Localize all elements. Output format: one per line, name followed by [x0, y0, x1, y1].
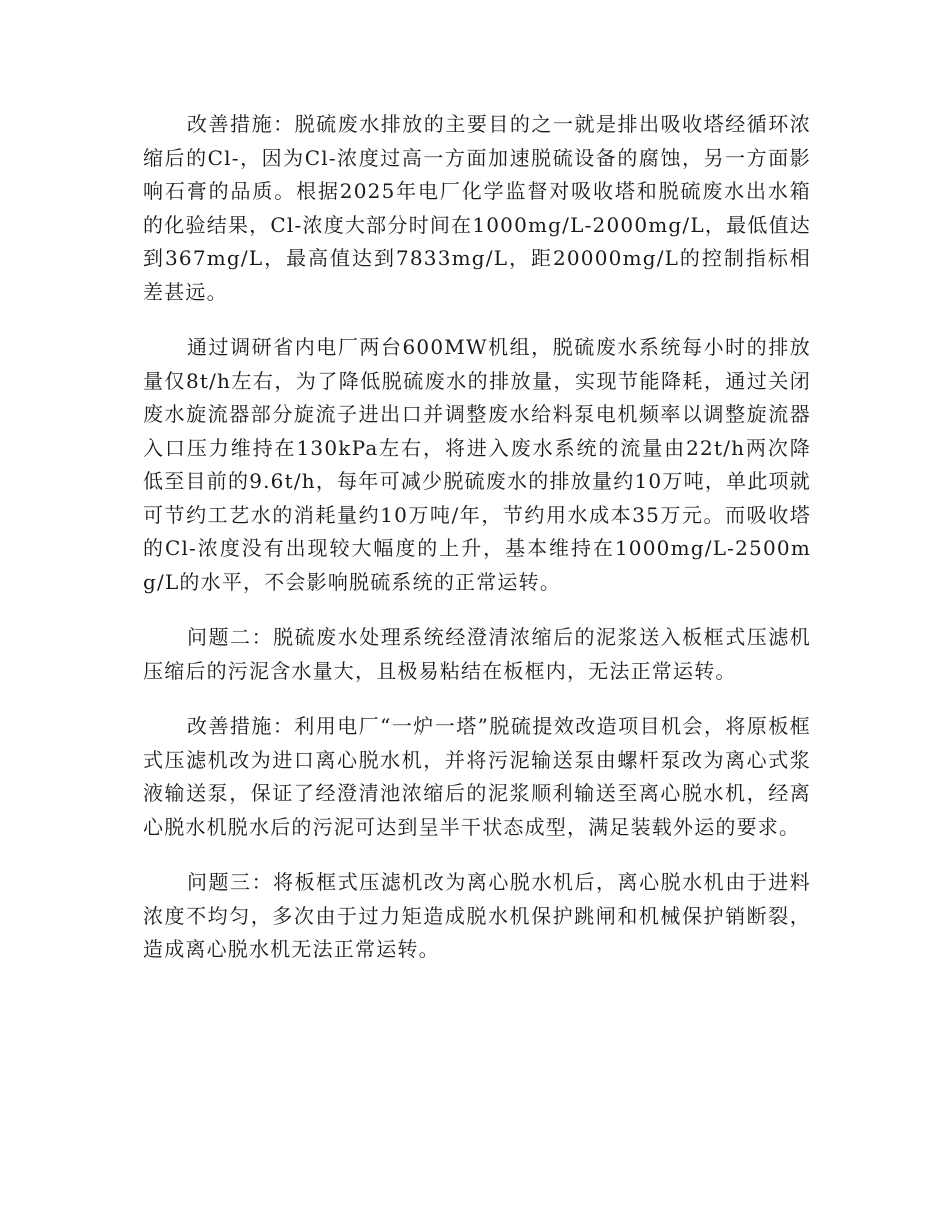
paragraph-improvement-1: 改善措施：脱硫废水排放的主要目的之一就是排出吸收塔经循环浓缩后的Cl-，因为Cl-浓度过高一方面加速脱硫设备的腐蚀，另一方面影响石膏的品质。根据2025年电厂化学监督对吸收塔和脱硫废水出水箱的化验结果，Cl-浓度大部分时间在1000mg/L-2000mg/L，最低值达到367mg/L，最高值达到7833mg/L，距20000mg/L的控制指标相差甚远。	[143, 112, 811, 304]
document-body	[143, 108, 811, 989]
paragraph-improvement-2: 改善措施：利用电厂“一炉一塔”脱硫提效改造项目机会，将原板框式压滤机改为进口离心脱水机，并将污泥输送泵由螺杆泵改为离心式浆液输送泵，保证了经澄清池浓缩后的泥浆顺利输送至离心脱水机，经离心脱水机脱水后的污泥可达到呈半干状态成型，满足装载外运的要求。	[143, 714, 811, 839]
paragraph-problem-2: 问题二：脱硫废水处理系统经澄清浓缩后的泥浆送入板框式压滤机压缩后的污泥含水量大，且极易粘结在板框内，无法正常运转。	[143, 625, 811, 683]
paragraph-problem-3: 问题三：将板框式压滤机改为离心脱水机后，离心脱水机由于进料浓度不均匀，多次由于过力矩造成脱水机保护跳闸和机械保护销断裂，造成离心脱水机无法正常运转。	[143, 870, 811, 961]
paragraph-research: 通过调研省内电厂两台600MW机组，脱硫废水系统每小时的排放量仅8t/h左右，为了降低脱硫废水的排放量，实现节能降耗，通过关闭废水旋流器部分旋流子进出口并调整废水给料泵电机频率以调整旋流器入口压力维持在130kPa左右，将进入废水系统的流量由22t/h两次降低至目前的9.6t/h，每年可减少脱硫废水的排放量约10万吨，单此项就可节约工艺水的消耗量约10万吨/年，节约用水成本35万元。而吸收塔的Cl-浓度没有出现较大幅度的上升，基本维持在1000mg/L-2500mg/L的水平，不会影响脱硫系统的正常运转。	[143, 335, 811, 594]
